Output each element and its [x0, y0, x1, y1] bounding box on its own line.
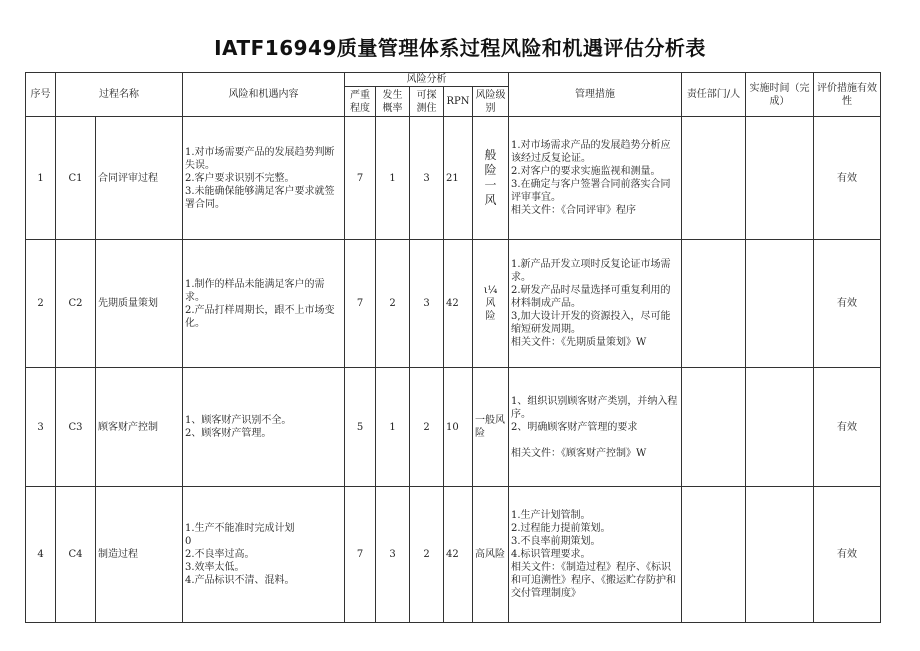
row-severity: 7 [345, 487, 376, 623]
row-measures [509, 240, 682, 368]
measure-line: 相关文件：《合同评审》程序 [511, 205, 636, 216]
page-title: IATF16949质量管理体系过程风险和机遇评估分析表 [214, 36, 706, 60]
row-risk-level: 般险一风 [473, 117, 509, 240]
row-implement-time [746, 368, 814, 487]
measure-line: 2.研发产品时尽量选择可重复利用的材料制成产品。 [511, 285, 671, 309]
row-detection: 2 [410, 487, 444, 623]
row-responsible [682, 117, 746, 240]
row-risk-content [183, 240, 345, 368]
row-risk-content [183, 117, 345, 240]
risk-line: 4.产品标识不清、混料。 [185, 575, 295, 586]
row-code: C3 [56, 368, 96, 487]
measure-line: 1、组织识别顾客财产类别，并纳入程序。 [511, 395, 678, 420]
row-risk-level: 高风险 [473, 487, 509, 623]
header-rpn: RPN [444, 87, 473, 117]
row-detection: 3 [410, 117, 444, 240]
row-evaluation: 有效 [814, 117, 881, 240]
header-detection: 可探测住 [410, 87, 444, 117]
measure-line: 1.对市场需求产品的发展趋势分析应该经过反复论证。 [511, 140, 671, 164]
row-rpn: 10 [444, 368, 473, 487]
header-occurrence: 发生概率 [376, 87, 410, 117]
row-implement-time [746, 117, 814, 240]
risk-line: 2.产品打样周期长，跟不上市场变化。 [185, 304, 335, 329]
table-row [26, 240, 881, 368]
row-risk-level: ι¼风险 [473, 240, 509, 368]
row-code: C4 [56, 487, 96, 623]
header-measures: 管理措施 [509, 73, 682, 117]
row-process-name: 制造过程 [96, 487, 183, 623]
row-measures [509, 487, 682, 623]
row-severity: 7 [345, 240, 376, 368]
header-seq: 序号 [26, 73, 56, 117]
risk-line: 1.生产不能准时完成计划 [185, 523, 295, 534]
row-process-name: 合同评审过程 [96, 117, 183, 240]
header-responsible: 责任部门/人 [682, 73, 746, 117]
risk-line: 1.对市场需要产品的发展趋势判断失误。 [185, 146, 335, 171]
risk-line: 0 [185, 536, 192, 547]
row-occurrence: 3 [376, 487, 410, 623]
measure-line: 3.在确定与客户签署合同前落实合同评审事宜。 [511, 179, 671, 203]
row-responsible [682, 487, 746, 623]
measure-line: 相关文件：《先期质量策划》W [511, 337, 647, 348]
measure-line: 相关文件：《制造过程》程序、《标识和可追溯性》程序、《搬运贮存防护和交付管理制度》 [511, 562, 676, 599]
row-rpn: 42 [444, 487, 473, 623]
row-seq: 4 [26, 487, 56, 623]
row-severity: 7 [345, 117, 376, 240]
row-rpn: 21 [444, 117, 473, 240]
row-risk-content [183, 368, 345, 487]
row-evaluation: 有效 [814, 368, 881, 487]
row-detection: 3 [410, 240, 444, 368]
row-process-name: 顾客财产控制 [96, 368, 183, 487]
table-row [26, 368, 881, 487]
row-occurrence: 1 [376, 368, 410, 487]
row-measures [509, 368, 682, 487]
measure-line [511, 434, 679, 447]
risk-line: 2.不良率过高。 [185, 549, 255, 560]
row-implement-time [746, 487, 814, 623]
row-code: C1 [56, 117, 96, 240]
measure-line: 3,加大设计开发的资源投入，尽可能缩短研发周期。 [511, 311, 671, 335]
row-occurrence: 2 [376, 240, 410, 368]
row-seq: 3 [26, 368, 56, 487]
row-risk-level: 一般风险 [473, 368, 509, 487]
risk-line: 3.效率太低。 [185, 562, 245, 573]
header-implement-time: 实施时间（完成） [746, 73, 814, 117]
row-implement-time [746, 240, 814, 368]
header-risk-content: 风险和机遇内容 [183, 73, 345, 117]
header-row-1 [26, 73, 881, 87]
risk-line: 3.未能确保能够满足客户要求就签署合同。 [185, 185, 335, 210]
row-detection: 2 [410, 368, 444, 487]
row-process-name: 先期质量策划 [96, 240, 183, 368]
row-occurrence: 1 [376, 117, 410, 240]
measure-line: 相关文件：《顾客财产控制》W [511, 447, 647, 459]
row-code: C2 [56, 240, 96, 368]
risk-line: 2.客户要求识别不完整。 [185, 172, 295, 184]
measure-line: 3.不良率前期策划。 [511, 536, 601, 547]
row-responsible [682, 240, 746, 368]
row-seq: 2 [26, 240, 56, 368]
table-row [26, 487, 881, 623]
header-evaluation: 评价措施有效性 [814, 73, 881, 117]
risk-line: 1、顾客财产识别不全。 [185, 415, 292, 426]
header-risk-level: 风险级别 [473, 87, 509, 117]
row-evaluation: 有效 [814, 240, 881, 368]
measure-line: 2.对客户的要求实施监视和测量。 [511, 166, 661, 177]
risk-line: 1.制作的样品未能满足客户的需求。 [185, 278, 325, 303]
row-risk-content [183, 487, 345, 623]
row-severity: 5 [345, 368, 376, 487]
risk-assessment-table [25, 72, 881, 623]
table-row [26, 117, 881, 240]
header-risk-analysis: 风险分析 [345, 73, 509, 87]
row-rpn: 42 [444, 240, 473, 368]
measure-line: 2、明确顾客财产管理的要求 [511, 421, 638, 433]
row-evaluation: 有效 [814, 487, 881, 623]
risk-line: 2、顾客财产管理。 [185, 428, 272, 439]
header-severity: 严重程度 [345, 87, 376, 117]
measure-line: 4.标识管理要求。 [511, 549, 591, 560]
measure-line: 2.过程能力提前策划。 [511, 523, 611, 534]
header-process-name: 过程名称 [56, 73, 183, 117]
row-responsible [682, 368, 746, 487]
row-measures [509, 117, 682, 240]
measure-line: 1.生产计划管制。 [511, 510, 591, 521]
measure-line: 1.新产品开发立项时反复论证市场需求。 [511, 259, 671, 283]
row-seq: 1 [26, 117, 56, 240]
